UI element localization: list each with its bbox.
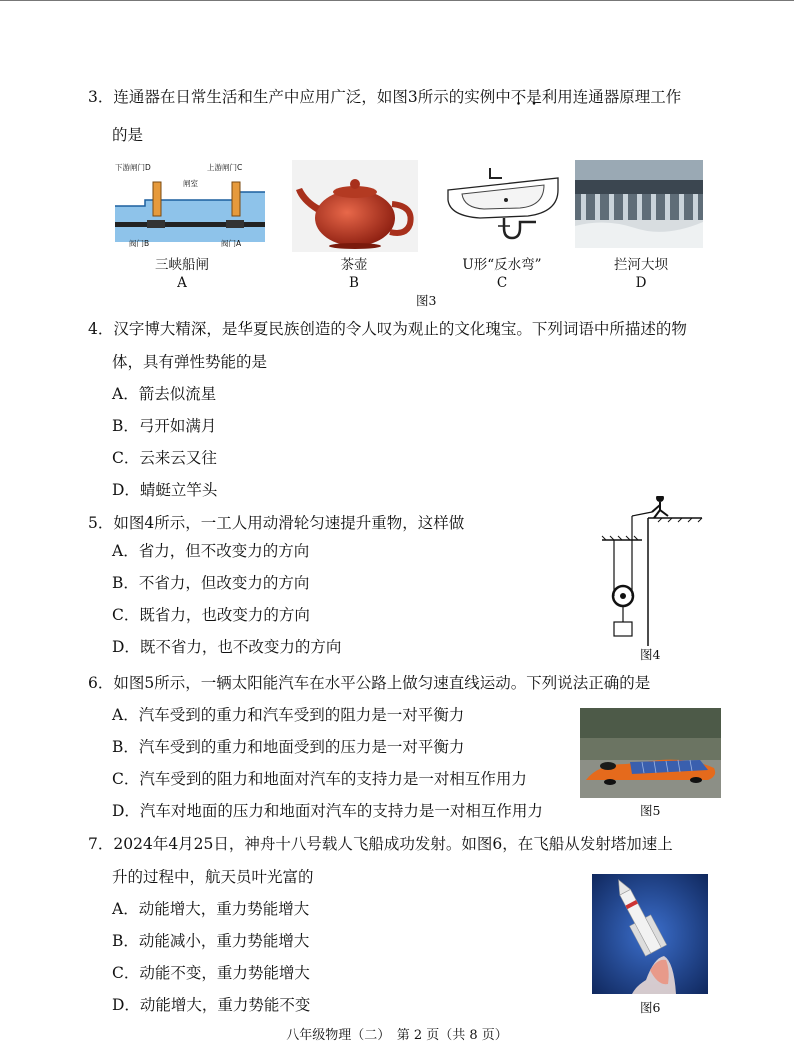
q3-text-b: 利用连通器原理工作 (541, 88, 682, 106)
q4-number: 4． (88, 320, 114, 338)
figure-5-label: 图5 (640, 803, 661, 818)
q3-text-a: 连通器在日常生活和生产中应用广泛，如图3所示的实例中 (113, 88, 511, 106)
top-border (0, 0, 794, 1)
caption-d-letter: D (635, 275, 647, 291)
label-valve-b: 阀门B (129, 239, 150, 248)
caption-b-letter: B (349, 275, 359, 291)
q3-line1 (88, 90, 681, 106)
q4-option-a[interactable]: A．箭去似流星 (112, 385, 217, 403)
q6-option-a[interactable]: A．汽车受到的重力和汽车受到的阻力是一对平衡力 (112, 706, 465, 724)
q7-number: 7． (88, 835, 114, 853)
q3-emphasis-2: 是 (526, 88, 542, 106)
q7-option-d[interactable]: D．动能增大，重力势能不变 (112, 996, 311, 1014)
dam-image (575, 160, 703, 248)
figure-3-label: 图3 (416, 293, 437, 308)
q4-option-b[interactable]: B．弓开如满月 (112, 417, 217, 435)
q3-emphasis-1: 不 (510, 88, 527, 106)
q5-stem (88, 516, 464, 532)
q4-option-c[interactable]: C．云来云又往 (112, 449, 217, 467)
sink-utrap-image (440, 160, 565, 250)
q3-line2: 的是 (112, 126, 144, 144)
q3-number: 3． (88, 88, 114, 106)
ship-lock-diagram (115, 160, 265, 250)
label-chamber: 闸室 (183, 179, 198, 188)
label-valve-a: 阀门A (221, 239, 242, 248)
q6-text: 如图5所示，一辆太阳能汽车在水平公路上做匀速直线运动。下列说法正确的是 (113, 674, 651, 692)
q7-option-c[interactable]: C．动能不变，重力势能增大 (112, 964, 310, 982)
caption-a-letter: A (177, 275, 187, 291)
q7-line2: 升的过程中，航天员叶光富的 (112, 868, 314, 886)
pulley-diagram (598, 496, 708, 646)
teapot-image (292, 160, 418, 252)
q6-number: 6． (88, 674, 114, 692)
q6-option-b[interactable]: B．汽车受到的重力和地面受到的压力是一对平衡力 (112, 738, 465, 756)
q5-option-b[interactable]: B．不省力，但改变力的方向 (112, 574, 310, 592)
figure-4-label: 图4 (640, 647, 661, 662)
label-gate-d: 下游闸门D (115, 163, 151, 172)
q6-stem (88, 676, 650, 692)
caption-d-name: 拦河大坝 (614, 257, 668, 273)
caption-b-name: 茶壶 (340, 257, 368, 273)
q6-option-c[interactable]: C．汽车受到的阻力和地面对汽车的支持力是一对相互作用力 (112, 770, 527, 788)
q5-option-d[interactable]: D．既不省力，也不改变力的方向 (112, 638, 342, 656)
q7-text: 2024年4月25日，神舟十八号载人飞船成功发射。如图6，在飞船从发射塔加速上 (113, 835, 673, 853)
q4-text: 汉字博大精深，是华夏民族创造的令人叹为观止的文化瑰宝。下列词语中所描述的物 (113, 320, 687, 338)
q7-line1 (88, 837, 673, 853)
q6-option-d[interactable]: D．汽车对地面的压力和地面对汽车的支持力是一对相互作用力 (112, 802, 543, 820)
q4-option-d[interactable]: D．蜻蜓立竿头 (112, 481, 218, 499)
q4-line2: 体，具有弹性势能的是 (112, 353, 268, 371)
rocket-image (592, 874, 708, 994)
q5-option-a[interactable]: A．省力，但不改变力的方向 (112, 542, 310, 560)
caption-c-name: U形“反水弯” (462, 257, 542, 273)
q7-option-a[interactable]: A．动能增大，重力势能增大 (112, 900, 310, 918)
caption-c-letter: C (496, 275, 508, 291)
figure-6-label: 图6 (640, 1000, 661, 1015)
q4-line1 (88, 322, 687, 338)
solar-car-image (580, 708, 721, 798)
q5-option-c[interactable]: C．既省力，也改变力的方向 (112, 606, 310, 624)
q7-option-b[interactable]: B．动能减小，重力势能增大 (112, 932, 310, 950)
q5-number: 5． (88, 514, 114, 532)
label-gate-c: 上游闸门C (207, 163, 243, 172)
q5-text: 如图4所示，一工人用动滑轮匀速提升重物，这样做 (113, 514, 465, 532)
caption-a-name: 三峡船闸 (155, 257, 209, 273)
page-footer: 八年级物理（二） 第 2 页（共 8 页） (286, 1028, 508, 1043)
